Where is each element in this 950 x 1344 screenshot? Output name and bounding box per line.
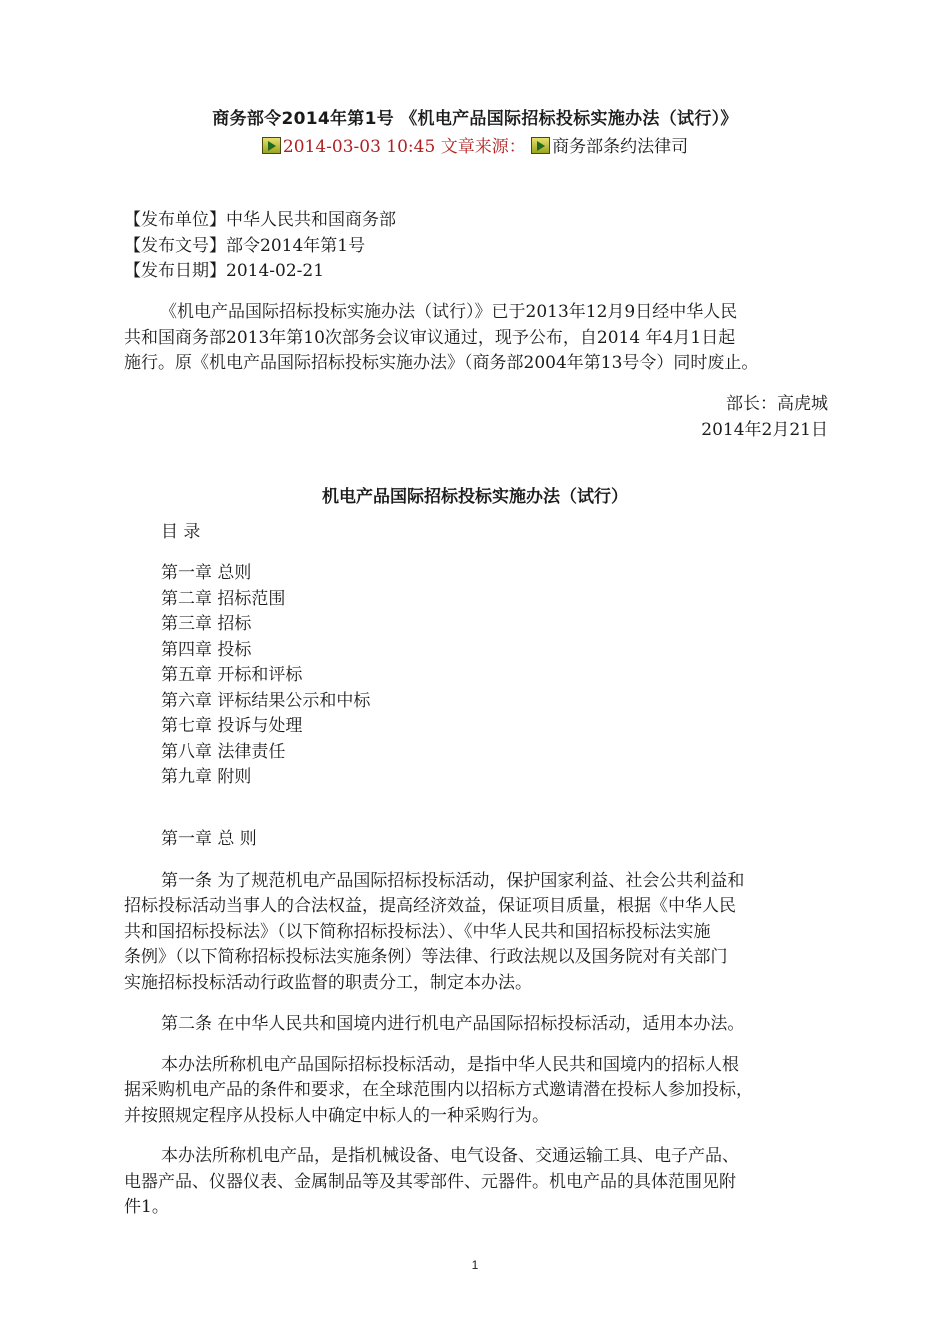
article-source: 商务部条约法律司	[552, 137, 689, 157]
arrow-icon	[262, 137, 281, 154]
article-2: 第二条 在中华人民共和国境内进行机电产品国际招标投标活动，适用本办法。	[161, 1014, 745, 1034]
text-line: 条例》（以下简称招标投标法实施条例）等法律、行政法规以及国务院对有关部门	[124, 947, 728, 967]
toc-item: 第七章 投诉与处理	[161, 716, 303, 736]
doc-title: 机电产品国际招标投标实施办法（试行）	[322, 487, 628, 507]
toc-item: 第二章 招标范围	[161, 589, 286, 609]
text-line: 本办法所称机电产品国际招标投标活动，是指中华人民共和国境内的招标人根	[161, 1055, 739, 1075]
arrow-icon	[531, 137, 550, 154]
chapter-heading: 第一章 总 则	[161, 829, 257, 849]
toc-item: 第一章 总则	[161, 563, 252, 583]
text-line: 并按照规定程序从投标人中确定中标人的一种采购行为。	[124, 1106, 549, 1126]
toc-item: 第五章 开标和评标	[161, 665, 303, 685]
minister-signature: 部长：高虎城	[726, 394, 828, 414]
intro-line-2: 共和国商务部2013年第10次部务会议审议通过，现予公布，自2014 年4月1日起	[124, 328, 736, 348]
text-line: 第一条 为了规范机电产品国际招标投标活动，保护国家利益、社会公共利益和	[161, 871, 745, 891]
page-number: 1	[471, 1258, 479, 1272]
toc-heading: 目 录	[161, 522, 201, 542]
publish-date-line: 【发布日期】2014-02-21	[124, 261, 325, 281]
article-meta	[0, 132, 950, 157]
text-line: 本办法所称机电产品，是指机械设备、电气设备、交通运输工具、电子产品、	[161, 1146, 739, 1166]
signature-date: 2014年2月21日	[701, 420, 828, 440]
text-line: 招标投标活动当事人的合法权益，提高经济效益，保证项目质量，根据《中华人民	[124, 896, 736, 916]
text-line: 件1。	[124, 1197, 169, 1217]
publish-date: 2014-03-03 10:45 文章来源：	[282, 137, 526, 157]
intro-line-3: 施行。原《机电产品国际招标投标实施办法》（商务部2004年第13号令）同时废止。	[124, 353, 759, 373]
toc-item: 第四章 投标	[161, 640, 252, 660]
toc-item: 第九章 附则	[161, 767, 252, 787]
toc-item: 第八章 法律责任	[161, 742, 286, 762]
toc-item: 第六章 评标结果公示和中标	[161, 691, 371, 711]
text-line: 电器产品、仪器仪表、金属制品等及其零部件、元器件。机电产品的具体范围见附	[124, 1172, 736, 1192]
page-title: 商务部令2014年第1号 《机电产品国际招标投标实施办法（试行）》	[212, 109, 738, 129]
text-line: 据采购机电产品的条件和要求，在全球范围内以招标方式邀请潜在投标人参加投标，	[124, 1080, 753, 1100]
intro-line-1: 《机电产品国际招标投标实施办法（试行）》已于2013年12月9日经中华人民	[160, 302, 738, 322]
publish-unit: 【发布单位】中华人民共和国商务部	[124, 210, 396, 230]
text-line: 实施招标投标活动行政监督的职责分工，制定本办法。	[124, 973, 532, 993]
text-line: 共和国招标投标法》（以下简称招标投标法）、《中华人民共和国招标投标法实施	[124, 922, 711, 942]
publish-number: 【发布文号】部令2014年第1号	[124, 236, 366, 256]
toc-item: 第三章 招标	[161, 614, 252, 634]
